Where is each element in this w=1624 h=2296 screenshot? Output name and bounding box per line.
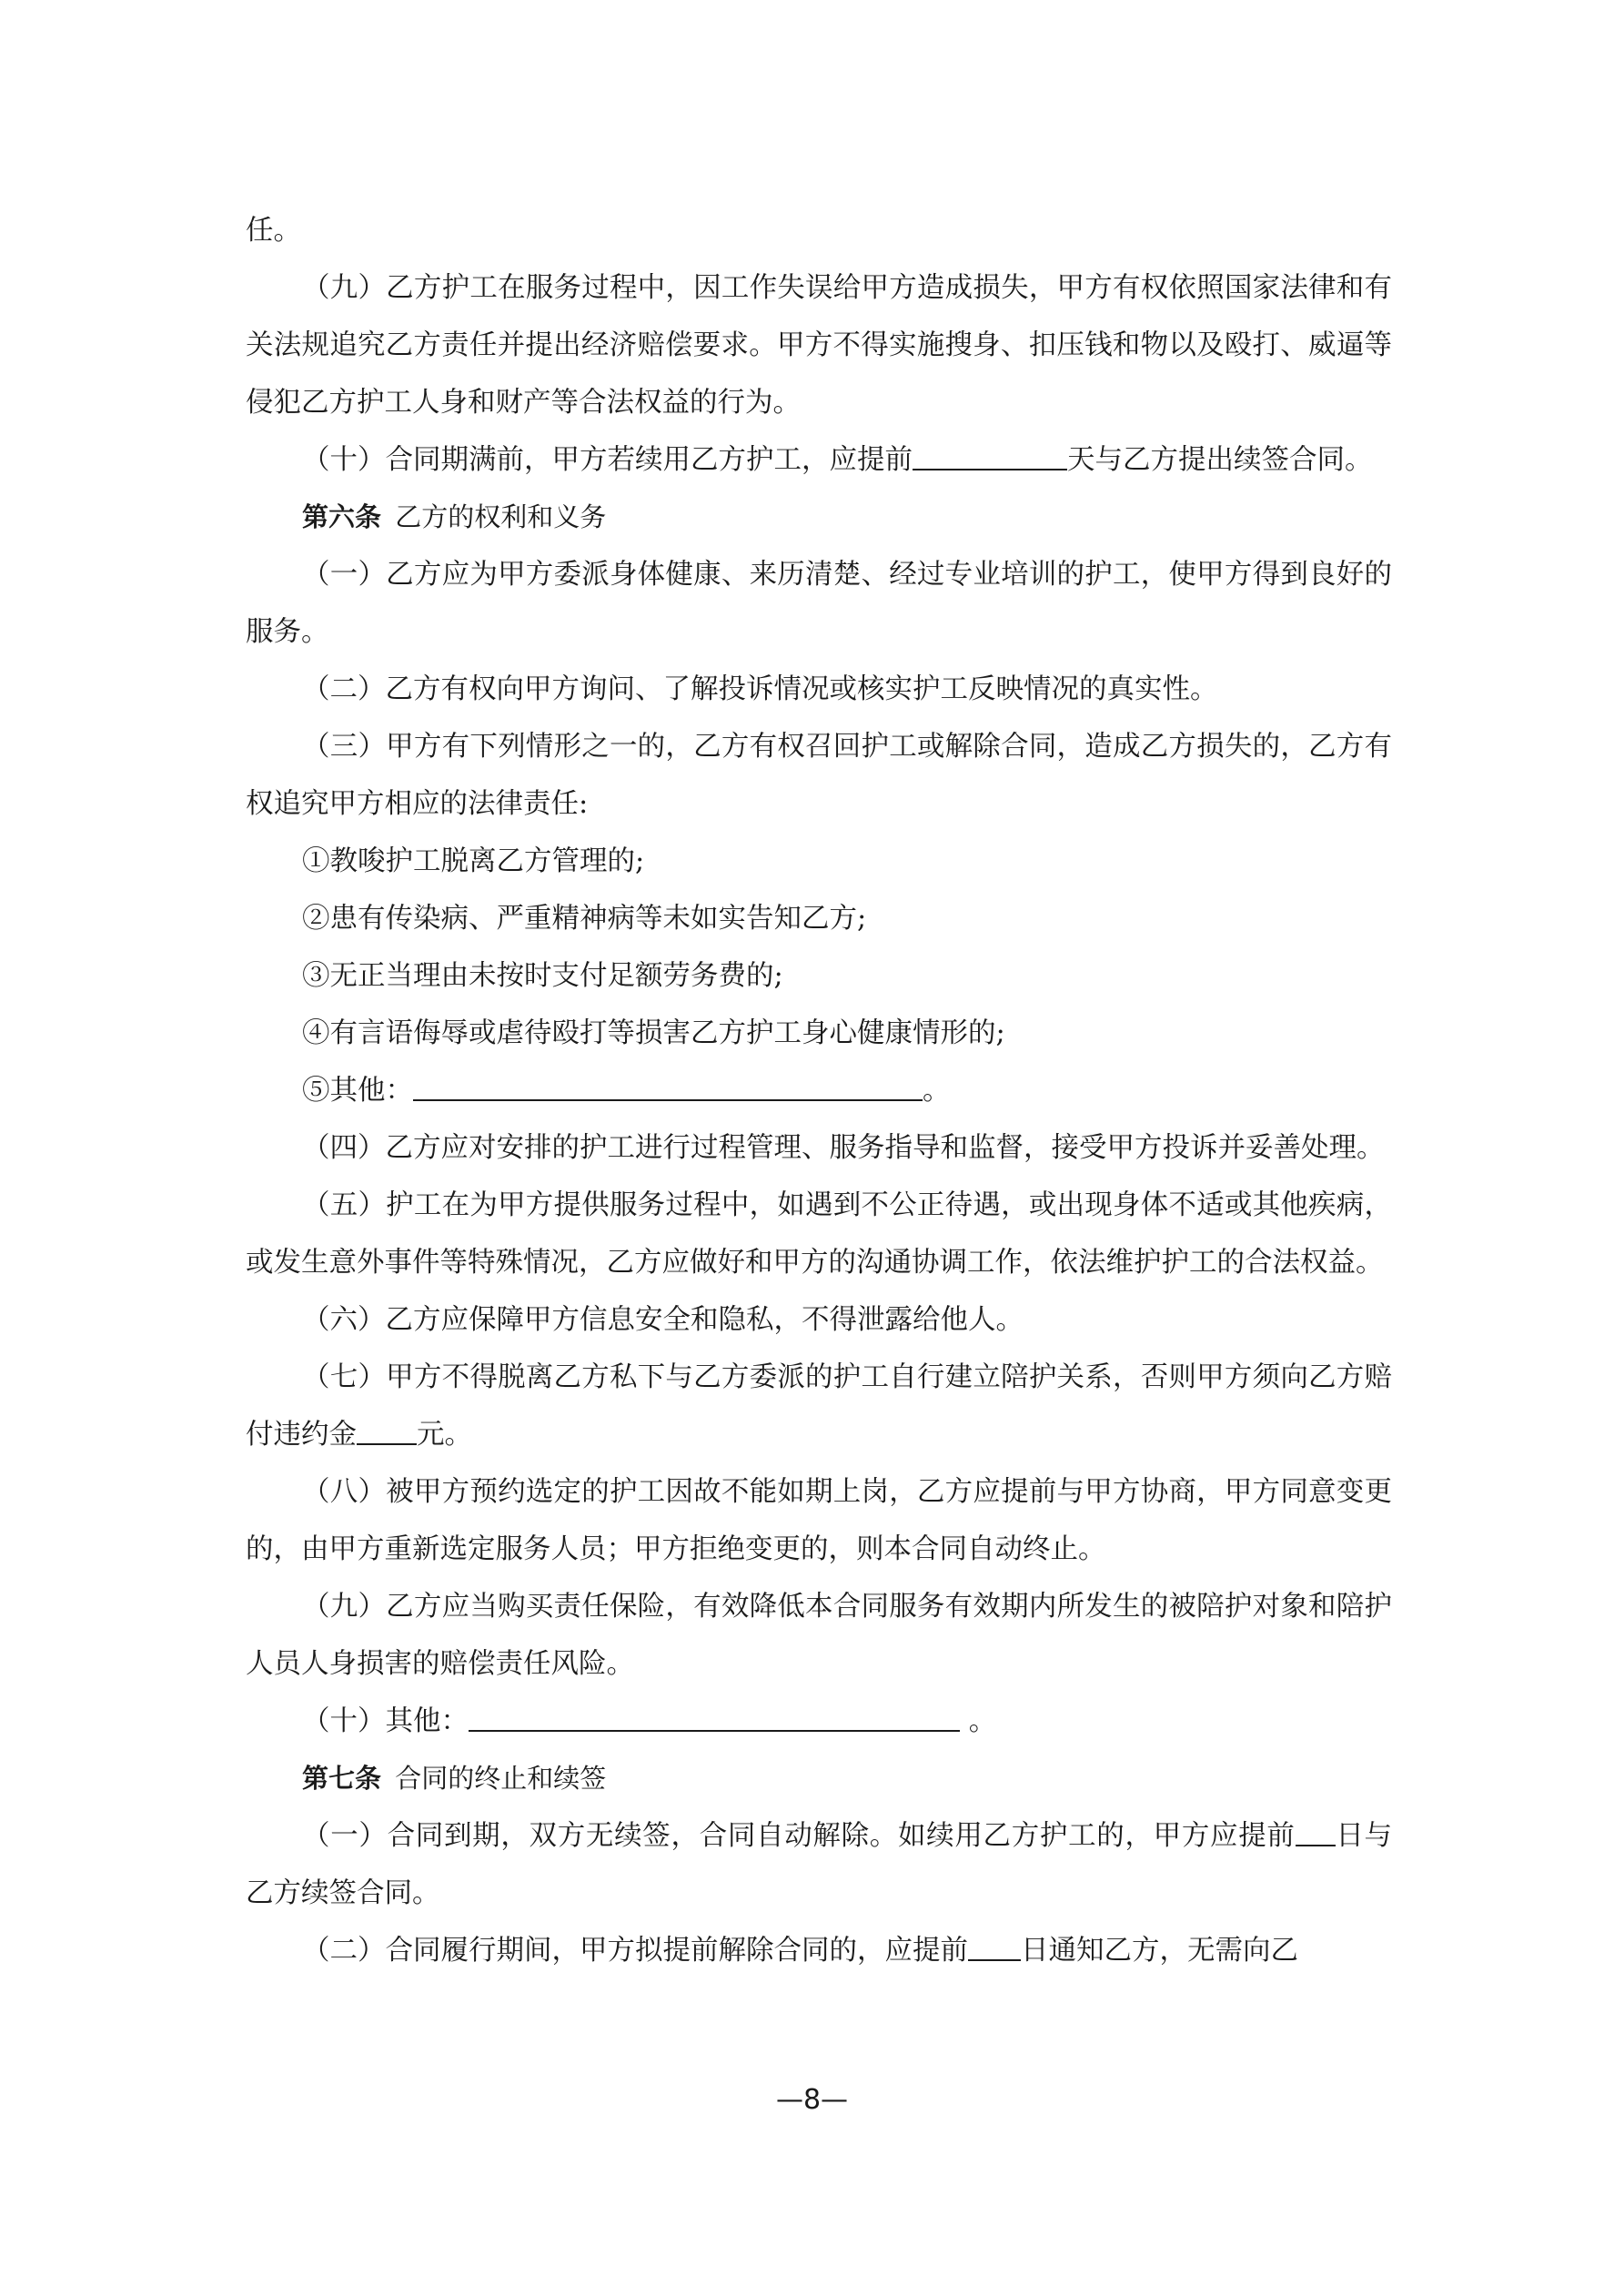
clause-paragraph (246, 1177, 1392, 1291)
clause-text: （一）合同到期，双方无续签，合同自动解除。如续用乙方护工的，甲方应提前 (302, 1820, 1296, 1852)
fill-in-blank[interactable] (1296, 1821, 1336, 1846)
article-number: 第六条 (302, 501, 382, 532)
clause-text: ⑤其他： (302, 1075, 413, 1107)
fill-in-blank[interactable] (469, 1706, 960, 1732)
clause-paragraph (246, 431, 1392, 489)
contract-text-body (246, 202, 1392, 1979)
clause-paragraph (246, 202, 1392, 259)
clause-paragraph (246, 1291, 1392, 1349)
clause-text: 任。 (246, 215, 301, 247)
clause-text: （一）乙方应为甲方委派身体健康、来历清楚、经过专业培训的护工，使甲方得到良好的服务。 (246, 559, 1392, 648)
clause-text: （七）甲方不得脱离乙方私下与乙方委派的护工自行建立陪护关系，否则甲方须向乙方赔付违约金 (246, 1361, 1392, 1451)
fill-in-blank[interactable] (413, 1076, 923, 1101)
clause-text-after-blank: 元。 (417, 1419, 472, 1451)
clause-text: （二）乙方有权向甲方询问、了解投诉情况或核实护工反映情况的真实性。 (302, 673, 1218, 705)
clause-paragraph (246, 1922, 1392, 1979)
clause-text-after-blank: 天与乙方提出续签合同。 (1067, 444, 1373, 476)
clause-text: （三）甲方有下列情形之一的，乙方有权召回护工或解除合同，造成乙方损失的，乙方有权追究甲方相应的法律责任: (246, 731, 1392, 820)
clause-text: （八）被甲方预约选定的护工因故不能如期上岗，乙方应提前与甲方协商，甲方同意变更的，由甲方重新选定服务人员；甲方拒绝变更的，则本合同自动终止。 (246, 1476, 1392, 1565)
clause-text: （五）护工在为甲方提供服务过程中，如遇到不公正待遇，或出现身体不适或其他疾病，或发生意外事件等特殊情况，乙方应做好和甲方的沟通协调工作，依法维护护工的合法权益。 (246, 1189, 1392, 1279)
clause-paragraph (246, 661, 1392, 718)
clause-text: ①教唆护工脱离乙方管理的; (302, 845, 645, 877)
fill-in-blank[interactable] (357, 1420, 417, 1445)
clause-text: （九）乙方应当购买责任保险，有效降低本合同服务有效期内所发生的被陪护对象和陪护人员人身损害的赔偿责任风险。 (246, 1591, 1392, 1680)
article-heading (246, 1750, 1392, 1807)
clause-text-after-blank: 。 (960, 1705, 997, 1737)
clause-paragraph (246, 1693, 1392, 1750)
clause-paragraph (246, 1062, 1392, 1119)
clause-paragraph (246, 1119, 1392, 1177)
clause-text: （二）合同履行期间，甲方拟提前解除合同的，应提前 (302, 1935, 968, 1967)
clause-text: ③无正当理由未按时支付足额劳务费的; (302, 960, 783, 992)
clause-paragraph (246, 1463, 1392, 1578)
clause-text-after-blank: 日与乙方续签合同。 (246, 1820, 1393, 1909)
clause-paragraph (246, 259, 1392, 431)
clause-text: ④有言语侮辱或虐待殴打等损害乙方护工身心健康情形的; (302, 1017, 1005, 1049)
clause-text: （十）其他： (302, 1705, 469, 1737)
clause-paragraph (246, 1578, 1392, 1693)
fill-in-blank[interactable] (913, 445, 1067, 470)
article-title: 合同的终止和续签 (395, 1763, 607, 1794)
page-number: —8— (775, 2084, 849, 2116)
clause-text: （十）合同期满前，甲方若续用乙方护工，应提前 (302, 444, 913, 476)
clause-paragraph (246, 890, 1392, 947)
article-number: 第七条 (302, 1763, 382, 1794)
clause-paragraph (246, 718, 1392, 833)
clause-text-after-blank: 。 (923, 1075, 951, 1107)
article-title: 乙方的权利和义务 (395, 501, 607, 532)
fill-in-blank[interactable] (968, 1936, 1021, 1961)
clause-text: ②患有传染病、严重精神病等未如实告知乙方; (302, 903, 867, 935)
clause-paragraph (246, 1807, 1392, 1922)
clause-paragraph (246, 546, 1392, 661)
clause-text: （四）乙方应对安排的护工进行过程管理、服务指导和监督，接受甲方投诉并妥善处理。 (302, 1132, 1385, 1164)
clause-paragraph (246, 947, 1392, 1005)
clause-paragraph (246, 833, 1392, 890)
clause-text: （六）乙方应保障甲方信息安全和隐私，不得泄露给他人。 (302, 1304, 1024, 1336)
clause-paragraph (246, 1005, 1392, 1062)
clause-text-after-blank: 日通知乙方，无需向乙 (1021, 1935, 1298, 1967)
clause-paragraph (246, 1349, 1392, 1463)
article-heading (246, 489, 1392, 546)
clause-text: （九）乙方护工在服务过程中，因工作失误给甲方造成损失，甲方有权依照国家法律和有关法规追究乙方责任并提出经济赔偿要求。甲方不得实施搜身、扣压钱和物以及殴打、威逼等侵犯乙方护工人身和财产等合法权益的行为。 (246, 272, 1392, 419)
